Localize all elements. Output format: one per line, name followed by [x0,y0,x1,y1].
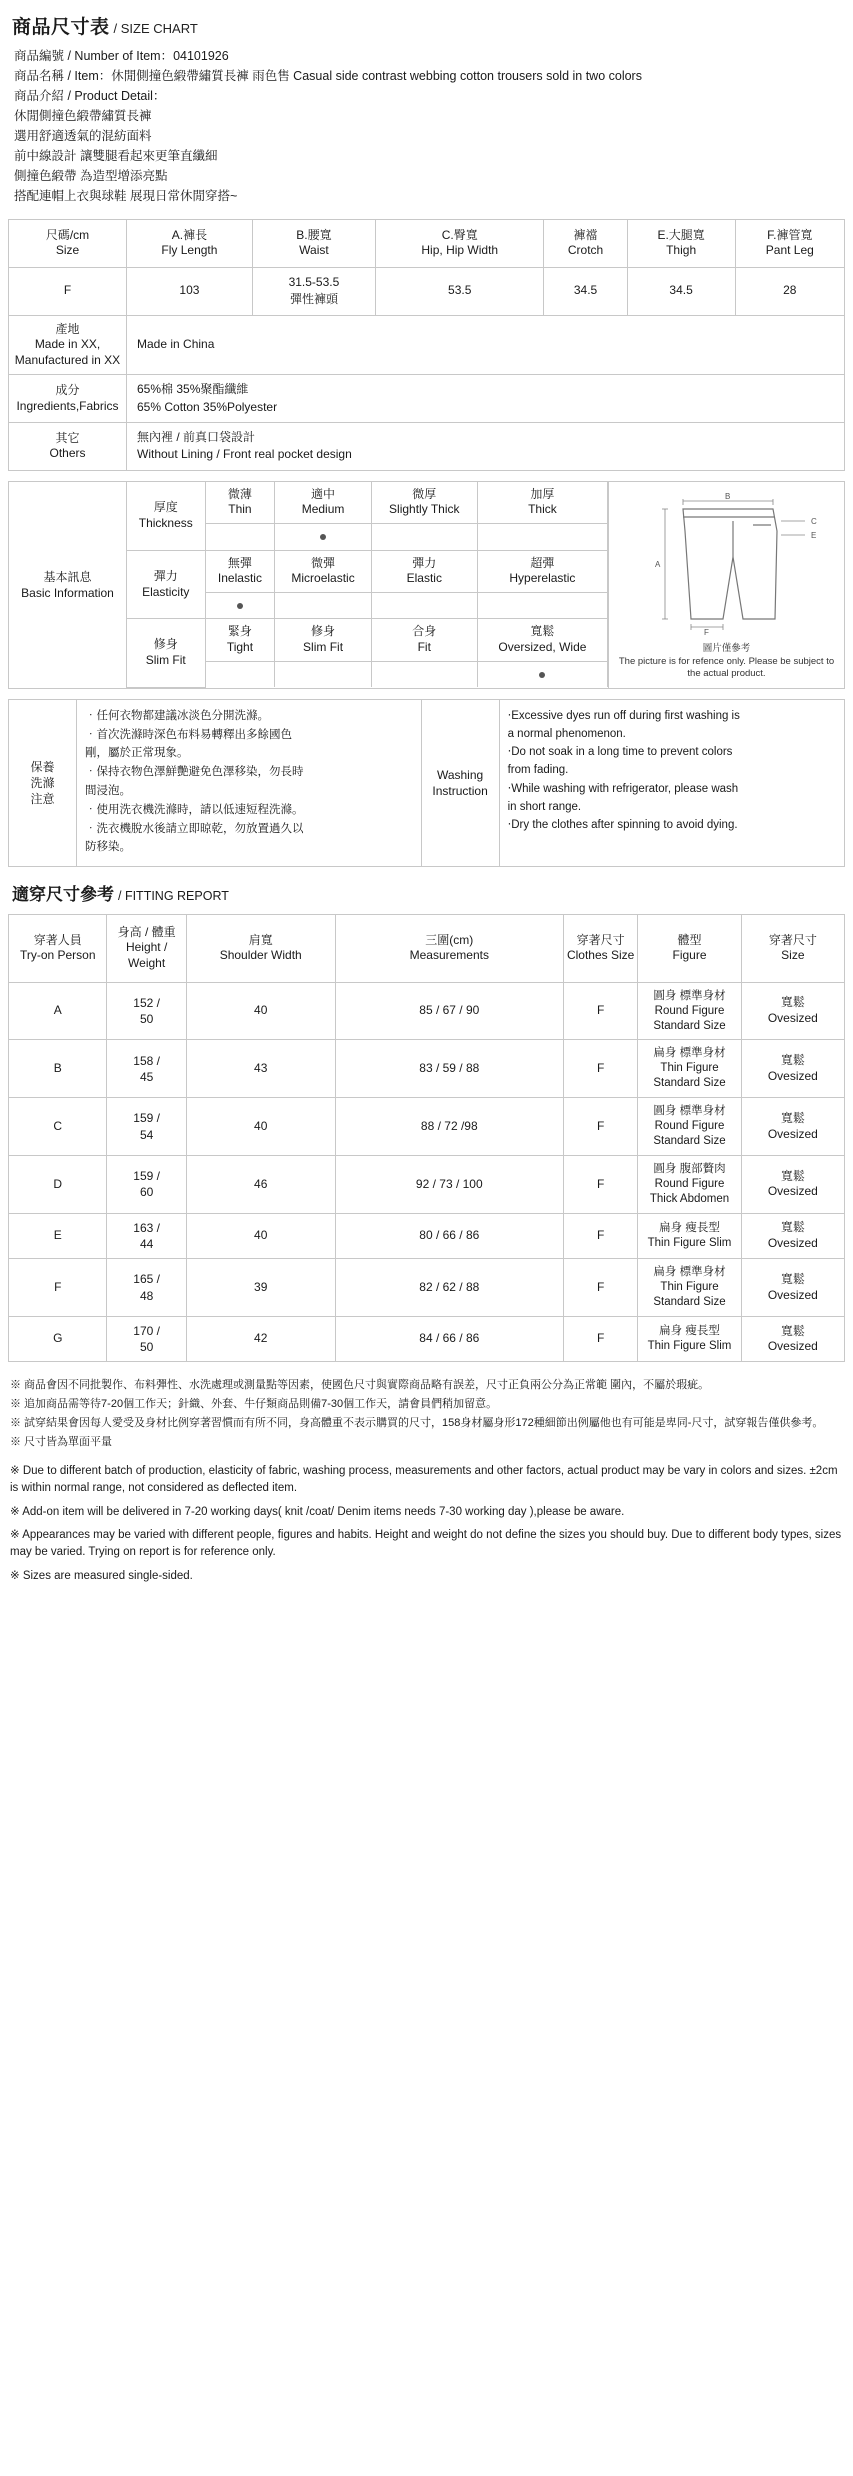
cell-person: F [9,1259,107,1317]
cell-size: F [9,267,127,315]
cell-size: 寬鬆 Ovesized [741,982,844,1040]
mark-thickness-thick [477,524,607,551]
selected-dot-icon [539,672,545,678]
selected-dot-icon [237,603,243,609]
item-name-value: 休閒側撞色緞帶繡質長褲 雨色售 Casual side contrast webbing cotton trousers sold in two colors [111,68,642,83]
fitting-title-cn: 適穿尺寸參考 [12,885,114,905]
option-elasticity-microelastic: 微彈 Microelastic [275,550,371,592]
basic-row-thickness [127,482,608,524]
cell-size: 寬鬆 Ovesized [741,1156,844,1214]
cell-size: 寬鬆 Ovesized [741,1259,844,1317]
table-row [9,1040,845,1098]
table-row [9,1098,845,1156]
mark-slimfit-oversized [477,661,607,687]
cell-measurements: 88 / 72 /98 [335,1098,563,1156]
header-crotch: 褲襠 Crotch [544,219,627,267]
measurement-diagram [608,482,844,688]
cell-hip: 53.5 [376,267,544,315]
notes-english [8,1463,845,1584]
option-slimfit-slim: 修身 Slim Fit [275,619,371,661]
detail-label: 商品介紹 / Product Detail： [14,88,166,103]
diagram-label-c: C [810,517,817,527]
cell-height-weight: 152 / 50 [107,982,186,1040]
cell-height-weight: 170 / 50 [107,1317,186,1362]
cell-figure: 圓身 腹部贅肉 Round Figure Thick Abdomen [638,1156,741,1214]
cell-measurements: 92 / 73 / 100 [335,1156,563,1214]
page-title-en: / SIZE CHART [113,21,198,36]
product-intro [8,44,845,215]
option-slimfit-fit: 合身 Fit [371,619,477,661]
note-cn-3: ※ 尺寸皆為單面平量 [10,1435,113,1448]
table-row-others [9,423,845,471]
cell-figure: 圓身 標準身材 Round Figure Standard Size [638,982,741,1040]
diagram-label-b: B [724,492,730,502]
option-elasticity-hyperelastic: 超彈 Hyperelastic [477,550,607,592]
mark-slimfit-slim [275,661,371,687]
header-size: 尺碼/cm Size [9,219,127,267]
cell-figure: 圓身 標準身材 Round Figure Standard Size [638,1098,741,1156]
item-name-label: 商品名稱 / Item： [14,68,112,83]
cell-person: B [9,1040,107,1098]
cell-fly-length: 103 [127,267,253,315]
basic-row-slimfit [127,619,608,661]
option-thickness-thick: 加厚 Thick [477,482,607,524]
notes-chinese [8,1376,845,1451]
cell-thigh: 34.5 [627,267,735,315]
header-pant-leg: F.褲管寬 Pant Leg [735,219,844,267]
cell-size: 寬鬆 Ovesized [741,1317,844,1362]
cell-height-weight: 159 / 54 [107,1098,186,1156]
cell-person: D [9,1156,107,1214]
table-row [9,1213,845,1258]
cell-height-weight: 159 / 60 [107,1156,186,1214]
cell-height-weight: 158 / 45 [107,1040,186,1098]
item-number-row [14,46,839,66]
cell-figure: 扁身 標準身材 Thin Figure Standard Size [638,1259,741,1317]
header-figure: 體型 Figure [638,914,741,982]
fitting-report-title [8,867,845,910]
mark-slimfit-tight [205,661,275,687]
cell-person: A [9,982,107,1040]
cell-clothes-size: F [563,1259,637,1317]
detail-line-0: 休閒側撞色緞帶繡質長褲 [14,108,152,123]
note-cn-1: ※ 追加商品需等待7-20個工作天；針織、外套、牛仔類商品則備7-30個工作天，請會員們稍加留意。 [10,1398,498,1411]
mark-thickness-thin [205,524,275,551]
item-name-row [14,66,839,86]
cell-figure: 扁身 瘦長型 Thin Figure Slim [638,1317,741,1362]
mark-elasticity-microelastic [275,592,371,619]
cell-clothes-size: F [563,1040,637,1098]
cell-person: E [9,1213,107,1258]
detail-line-3: 側撞色緞帶 為造型增添亮點 [14,169,168,184]
header-try-on-person: 穿著人員 Try-on Person [9,914,107,982]
cell-waist: 31.5-53.5 彈性褲頭 [252,267,375,315]
mark-elasticity-elastic [371,592,477,619]
header-waist: B.腰寬 Waist [252,219,375,267]
mark-slimfit-fit [371,661,477,687]
item-number-value: 04101926 [173,48,229,63]
header-shoulder-width: 肩寬 Shoulder Width [186,914,335,982]
cell-measurements: 82 / 62 / 88 [335,1259,563,1317]
table-row-ingredients [9,375,845,423]
label-slim-fit: 修身 Slim Fit [127,619,205,687]
cell-pant-leg: 28 [735,267,844,315]
cell-height-weight: 163 / 44 [107,1213,186,1258]
header-thigh: E.大腿寬 Thigh [627,219,735,267]
cell-crotch: 34.5 [544,267,627,315]
cell-shoulder: 39 [186,1259,335,1317]
option-thickness-medium: 適中 Medium [275,482,371,524]
header-size: 穿著尺寸 Size [741,914,844,982]
cell-size: 寬鬆 Ovesized [741,1040,844,1098]
label-ingredients: 成分 Ingredients,Fabrics [9,375,127,423]
cell-clothes-size: F [563,1098,637,1156]
note-cn-2: ※ 試穿結果會因每人愛受及身材比例穿著習慣而有所不同，身高體重不表示購買的尺寸，158身材屬身形172種細節出例屬他也有可能是卑同-尺寸，試穿報告僅供參考。 [10,1416,824,1429]
value-others: 無內裡 / 前真口袋設計 Without Lining / Front real pocket design [127,423,845,471]
cell-height-weight: 165 / 48 [107,1259,186,1317]
cell-figure: 扁身 瘦長型 Thin Figure Slim [638,1213,741,1258]
fitting-title-en: / FITTING REPORT [118,889,229,904]
washing-text-en: ‧Excessive dyes run off during first washing is a normal phenomenon. ‧Do not soak in a long time to prevent colors from fading. ‧While washing with refrigerator, please wash in short range. ‧Dry the clothes after spinning to avoid dying. [507,709,740,832]
detail-line-1: 選用舒適透氣的混紡面料 [14,129,152,144]
cell-shoulder: 40 [186,982,335,1040]
table-row [9,982,845,1040]
footer-notes [8,1376,845,1584]
option-slimfit-oversized: 寬鬆 Oversized, Wide [477,619,607,661]
option-elasticity-elastic: 彈力 Elastic [371,550,477,592]
washing-instruction-block [8,699,845,868]
option-slimfit-tight: 緊身 Tight [205,619,275,661]
basic-information-options [127,482,608,688]
value-ingredients: 65%棉 35%聚酯纖維 65% Cotton 35%Polyester [127,375,845,423]
diagram-label-f: F [703,628,709,638]
cell-clothes-size: F [563,1156,637,1214]
diagram-caption: 圖片僅參考 The picture is for refence only. Please be subject to the actual product. [618,643,835,679]
table-row-origin [9,315,845,375]
cell-measurements: 84 / 66 / 86 [335,1317,563,1362]
basic-information-label: 基本訊息 Basic Information [9,482,127,688]
option-elasticity-inelastic: 無彈 Inelastic [205,550,275,592]
cell-measurements: 83 / 59 / 88 [335,1040,563,1098]
mark-elasticity-inelastic [205,592,275,619]
cell-measurements: 80 / 66 / 86 [335,1213,563,1258]
cell-person: G [9,1317,107,1362]
value-origin: Made in China [127,315,845,375]
table-row [9,1259,845,1317]
cell-clothes-size: F [563,982,637,1040]
basic-row-elasticity [127,550,608,592]
cell-shoulder: 43 [186,1040,335,1098]
fitting-header-row [9,914,845,982]
note-en-3: ※ Sizes are measured single-sided. [10,1569,193,1582]
cell-shoulder: 40 [186,1213,335,1258]
cell-clothes-size: F [563,1213,637,1258]
note-en-2: ※ Appearances may be varied with different people, figures and habits. Height and weight do not define the sizes you should buy. Due to different body types, sizes may be varied. Trying on report is for reference only. [10,1529,842,1558]
note-cn-0: ※ 商品會因不同批製作、布料彈性、水洗處理或測量點等因素，使國色尺寸與實際商品略有誤差，尺寸正負兩公分為正常範 圍內，不屬於瑕疵。 [10,1379,710,1392]
washing-label-cn: 保養 洗滌 注意 [9,700,77,867]
item-number-label: 商品編號 / Number of Item： [14,48,174,63]
header-fly-length: A.褲長 Fly Length [127,219,253,267]
header-hip: C.臀寬 Hip, Hip Width [376,219,544,267]
cell-figure: 扁身 標準身材 Thin Figure Standard Size [638,1040,741,1098]
cell-size: 寬鬆 Ovesized [741,1213,844,1258]
washing-text-cn: ‧任何衣物都建議冰淡色分開洗滌。 ‧首次洗滌時深色布料易轉釋出多餘國色 剛，屬於正常現象。 ‧保持衣物色澤鮮艷避免色澤移染，勿長時 間浸泡。 ‧使用洗衣機洗滌時，請以低速短程洗滌。 ‧洗衣機脫水後請立即晾乾，勿放置過久以 防移染。 [77,700,422,867]
label-elasticity: 彈力 Elasticity [127,550,205,619]
size-table-header-row [9,219,845,267]
option-thickness-thin: 微薄 Thin [205,482,275,524]
label-thickness: 厚度 Thickness [127,482,205,550]
label-origin: 產地 Made in XX, Manufactured in XX [9,315,127,375]
table-row [9,1317,845,1362]
cell-shoulder: 40 [186,1098,335,1156]
detail-line-2: 前中線設計 讓雙腿看起來更筆直纖細 [14,149,218,164]
cell-shoulder: 42 [186,1317,335,1362]
note-en-0: ※ Due to different batch of production, elasticity of fabric, washing process, measurements and other factors, actual product may be vary in colors and sizes. ±2cm is within normal range, not considered as deflected item. [10,1465,838,1494]
cell-size: 寬鬆 Ovesized [741,1098,844,1156]
header-measurements: 三圍(cm) Measurements [335,914,563,982]
mark-thickness-medium [275,524,371,551]
washing-label-en: Washing Instruction [422,700,500,867]
mark-thickness-slightly-thick [371,524,477,551]
option-thickness-slightly-thick: 微厚 Slightly Thick [371,482,477,524]
diagram-label-e: E [810,531,816,541]
table-row [9,1156,845,1214]
table-row [9,267,845,315]
cell-clothes-size: F [563,1317,637,1362]
selected-dot-icon [320,534,326,540]
mark-elasticity-hyperelastic [477,592,607,619]
page-title [8,8,845,44]
header-clothes-size: 穿著尺寸 Clothes Size [563,914,637,982]
label-others: 其它 Others [9,423,127,471]
page-title-cn: 商品尺寸表 [12,17,110,38]
note-en-1: ※ Add-on item will be delivered in 7-20 working days( knit /coat/ Denim items needs 7-30 working day ),please be aware. [10,1505,625,1518]
cell-measurements: 85 / 67 / 90 [335,982,563,1040]
trousers-diagram-icon [615,491,839,641]
basic-information-block [8,481,845,689]
header-height-weight: 身高 / 體重 Height / Weight [107,914,186,982]
diagram-label-a: A [654,560,660,570]
detail-line-4: 搭配連帽上衣與球鞋 展現日常休閒穿搭~ [14,189,238,204]
size-measurement-table [8,219,845,471]
fitting-report-table [8,914,845,1363]
cell-shoulder: 46 [186,1156,335,1214]
cell-person: C [9,1098,107,1156]
